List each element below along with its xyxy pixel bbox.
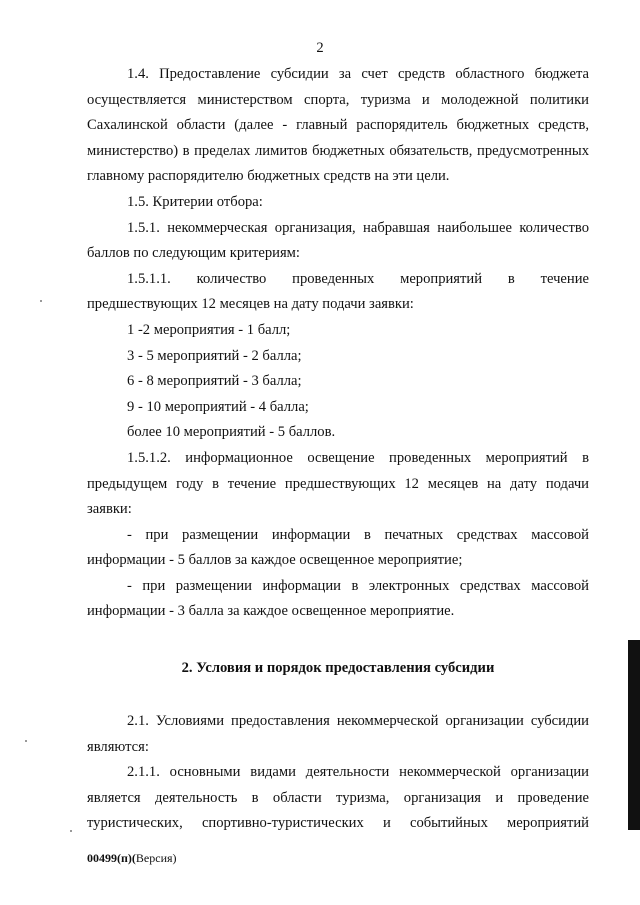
section-2-body: [87, 709, 589, 837]
paragraph-1-5-1: 1.5.1. некоммерческая организация, набравшая наибольшее количество баллов по следующим критериям:: [87, 219, 589, 262]
bullet-electronic-media: - при размещении информации в электронных средствах массовой информации - 3 балла за каждое освещенное мероприятие.: [87, 577, 589, 620]
paragraph-2-1: 2.1. Условиями предоставления некоммерческой организации субсидии являются:: [87, 713, 589, 755]
section-heading: 2. Условия и порядок предоставления субсидии: [181, 660, 495, 676]
document-code-number: 00499(п)(: [87, 851, 136, 865]
paragraph-1-5-1-1: 1.5.1.1. количество проведенных мероприятий в течение предшествующих 12 месяцев на дату подачи заявки:: [87, 270, 589, 313]
criteria-item-2: 3 - 5 мероприятий - 2 балла;: [127, 347, 302, 364]
criteria-item-4: 9 - 10 мероприятий - 4 балла;: [127, 398, 309, 415]
paragraph-1-4: 1.4. Предоставление субсидии за счет средств областного бюджета осуществляется министерством спорта, туризма и молодежной политики Сахалинской области (далее - главный распорядитель бюджетных средств, министерство) в пределах лимитов бюджетных обязательств, предусмотренных главному распорядителю бюджетных средств на эти цели.: [87, 66, 589, 185]
document-version: Версия: [135, 851, 173, 865]
bullet-print-media: - при размещении информации в печатных средствах массовой информации - 5 баллов за каждое освещенное мероприятие;: [87, 526, 589, 569]
document-code-close: ): [172, 851, 177, 865]
paragraph-1-5: 1.5. Критерии отбора:: [127, 193, 263, 210]
scan-speck: [70, 830, 72, 832]
criteria-item-5: более 10 мероприятий - 5 баллов.: [127, 424, 336, 441]
criteria-item-3: 6 - 8 мероприятий - 3 балла;: [127, 373, 302, 390]
page-number: 2: [316, 40, 324, 56]
document-body: [87, 62, 589, 625]
document-code: [87, 851, 177, 866]
paragraph-2-1-1: 2.1.1. основными видами деятельности некоммерческой организации является деятельность в области туризма, организация и проведение туристических, спортивно-туристических и событийных мероприятий: [87, 764, 589, 832]
scan-speck: [40, 300, 42, 302]
scan-speck: [25, 740, 27, 742]
criteria-item-1: 1 -2 мероприятия - 1 балл;: [127, 321, 291, 338]
scan-edge-shadow: [628, 640, 640, 830]
paragraph-1-5-1-2: 1.5.1.2. информационное освещение проведенных мероприятий в предыдущем году в течение предшествующих 12 месяцев на дату подачи заявки:: [87, 449, 589, 518]
